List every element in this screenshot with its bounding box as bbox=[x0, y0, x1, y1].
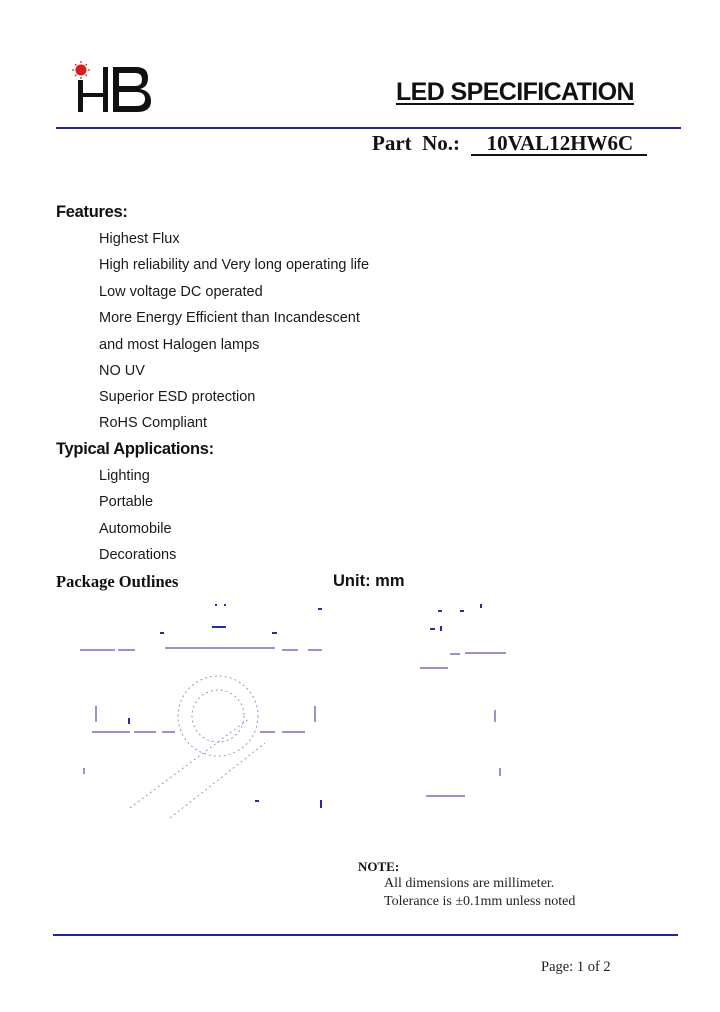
application-item: Portable bbox=[99, 494, 154, 510]
note-line: Tolerance is ±0.1mm unless noted bbox=[384, 894, 576, 909]
application-item: Decorations bbox=[99, 547, 177, 563]
application-item: Automobile bbox=[99, 521, 172, 537]
feature-item: Highest Flux bbox=[99, 231, 180, 247]
feature-item: RoHS Compliant bbox=[99, 415, 207, 431]
note-title: NOTE: bbox=[358, 859, 400, 874]
part-number-value: 10VAL12HW6C bbox=[471, 132, 648, 156]
header-divider bbox=[56, 127, 681, 129]
footer-divider bbox=[53, 934, 678, 936]
note-line: All dimensions are millimeter. bbox=[384, 876, 555, 891]
feature-item: High reliability and Very long operating life bbox=[99, 257, 370, 273]
application-item: Lighting bbox=[99, 468, 150, 484]
package-outline-drawing bbox=[60, 598, 530, 834]
feature-item: Low voltage DC operated bbox=[99, 284, 263, 300]
feature-item: and most Halogen lamps bbox=[99, 337, 260, 353]
document-title: LED SPECIFICATION bbox=[396, 78, 634, 106]
package-outlines-heading: Package Outlines bbox=[56, 572, 179, 591]
feature-item: Superior ESD protection bbox=[99, 389, 256, 405]
part-number-label: Part No.: bbox=[372, 131, 461, 155]
unit-label: Unit: mm bbox=[333, 572, 405, 590]
features-heading: Features: bbox=[56, 203, 128, 221]
feature-item: NO UV bbox=[99, 363, 145, 379]
logo-red-dot bbox=[76, 65, 87, 76]
hb-logo bbox=[66, 60, 156, 118]
feature-item: More Energy Efficient than Incandescent bbox=[99, 310, 360, 326]
page-number: Page: 1 of 2 bbox=[541, 959, 611, 975]
part-number bbox=[372, 131, 647, 156]
applications-heading: Typical Applications: bbox=[56, 440, 214, 458]
